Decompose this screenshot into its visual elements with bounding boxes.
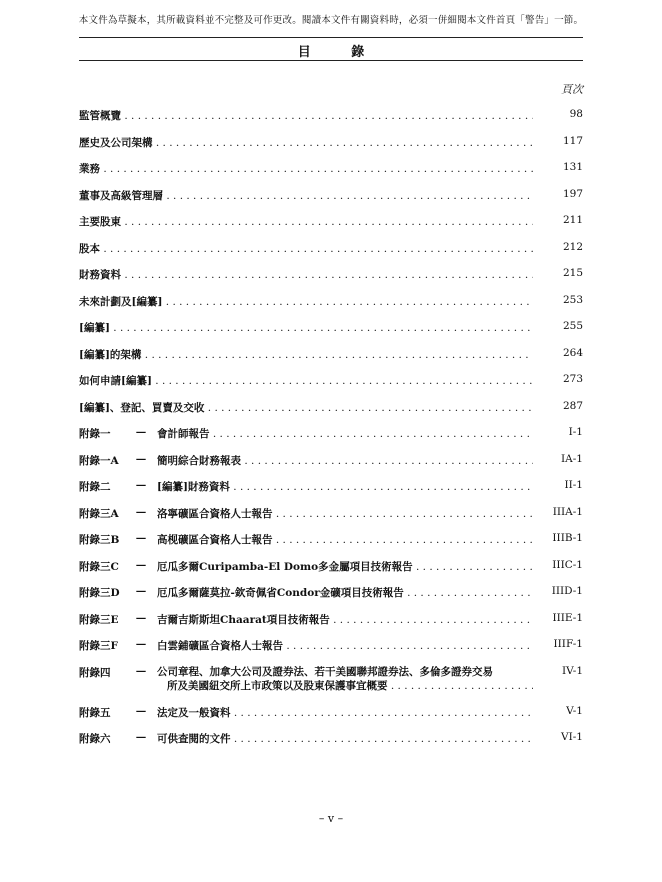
appendix-dash: — <box>135 532 147 544</box>
page-column-label: 頁次 <box>561 83 583 96</box>
appendix-label: 可供查閱的文件 . . . <box>157 731 533 746</box>
draft-warning-note: 本文件為草擬本，其所載資料並不完整及可作更改。閱讀本文件有關資料時，必須一併細閱本文件首頁「警告」一節。 <box>78 15 584 26</box>
appendix-id: 附錄三B <box>79 534 120 546</box>
appendix-label-line2-wrap <box>157 679 533 693</box>
toc-label: [編纂] . . . <box>79 320 533 335</box>
appendix-page-number: IV-1 <box>562 664 583 677</box>
toc-label: 未來計劃及[編纂] . . . <box>79 294 533 309</box>
appendix-row[interactable] <box>79 731 583 758</box>
toc-page-number: 117 <box>562 134 583 147</box>
toc-row[interactable] <box>79 188 583 215</box>
appendix-label: 厄瓜多爾Curipamba-El Domo多金屬項目技術報告 . . . <box>157 559 533 574</box>
appendix-dash: — <box>135 452 147 465</box>
toc-row[interactable] <box>79 214 583 241</box>
appendix-page-number: VI-1 <box>561 731 583 743</box>
appendix-page-number: IIIE-1 <box>552 611 583 624</box>
appendix-page-number: II-1 <box>564 479 583 491</box>
appendix-dash: — <box>135 704 147 717</box>
appendix-row[interactable] <box>79 559 583 586</box>
appendix-label: 吉爾吉斯斯坦Chaarat項目技術報告 . . . <box>157 612 533 627</box>
toc-row[interactable] <box>79 400 583 427</box>
toc-label: [編纂]的架構 . . . <box>79 347 533 362</box>
appendix-id: 附錄二 <box>79 481 111 493</box>
appendix-label: 白雲鋪礦區合資格人士報告 . . . <box>157 638 533 653</box>
appendix-page-number: IIIB-1 <box>552 532 583 544</box>
toc-row[interactable] <box>79 135 583 162</box>
toc-label: 董事及高級管理層 . . . <box>79 188 533 203</box>
appendix-id: 附錄三F <box>79 640 118 652</box>
appendix-id: 附錄五 <box>79 706 111 719</box>
toc-label: 業務 . . . <box>79 161 533 176</box>
appendix-label: 會計師報告 . . . <box>157 426 533 441</box>
appendix-page-number: I-1 <box>568 426 583 438</box>
appendix-dash: — <box>135 505 147 518</box>
appendix-dash: — <box>135 664 147 677</box>
appendix-label: [編纂]財務資料 . . . <box>157 479 533 494</box>
appendix-row[interactable] <box>79 426 583 453</box>
appendix-label: 高枧礦區合資格人士報告 . . . <box>157 532 533 547</box>
appendix-id: 附錄三C <box>79 560 119 573</box>
toc-row[interactable] <box>79 267 583 294</box>
appendix-row[interactable] <box>79 506 583 533</box>
toc-row[interactable] <box>79 161 583 188</box>
toc-page-number: 98 <box>569 108 583 120</box>
toc-page-number: 264 <box>562 346 583 359</box>
appendix-label: 簡明綜合財務報表 . . . <box>157 453 533 468</box>
appendix-id: 附錄三A <box>79 507 119 520</box>
appendix-page-number: IIID-1 <box>551 585 583 597</box>
toc-row[interactable] <box>79 108 583 135</box>
appendix-dash: — <box>135 731 147 743</box>
appendix-row[interactable] <box>79 705 583 732</box>
toc-page-number: 273 <box>562 373 583 385</box>
appendix-id: 附錄三D <box>79 587 120 599</box>
appendix-dash: — <box>135 558 147 571</box>
appendix-label-line1: 公司章程、加拿大公司及證券法、若干美國聯邦證券法、多倫多證券交易 <box>157 665 493 678</box>
appendix-id: 附錄四 <box>79 666 111 679</box>
appendix-dash: — <box>135 426 147 438</box>
appendix-row[interactable] <box>79 665 583 705</box>
appendix-dash: — <box>135 585 147 597</box>
toc-row[interactable] <box>79 347 583 374</box>
toc-row[interactable] <box>79 241 583 268</box>
appendix-label: 法定及一般資料 . . . <box>157 705 533 720</box>
toc-row[interactable] <box>79 373 583 400</box>
appendix-row[interactable] <box>79 479 583 506</box>
appendix-page-number: IIIC-1 <box>552 558 583 571</box>
appendix-id: 附錄六 <box>79 733 111 745</box>
toc-page-number: 215 <box>562 267 583 279</box>
toc-label: 股本 . . . <box>79 241 533 256</box>
appendix-page-number: IIIF-1 <box>553 638 583 650</box>
toc-page-number: 211 <box>562 214 583 226</box>
appendix-id: 附錄一A <box>79 454 119 467</box>
page-footer-number: – v – <box>318 812 344 825</box>
toc-page-number: 253 <box>562 293 583 306</box>
appendix-label: 洛寧礦區合資格人士報告 . . . <box>157 506 533 521</box>
appendix-label-multiline <box>157 665 533 693</box>
toc-page-number: 212 <box>562 240 583 253</box>
appendix-dash: — <box>135 638 147 650</box>
page-title: 目 錄 <box>297 45 383 60</box>
toc-label: 監管概覽 . . . <box>79 108 533 123</box>
toc-page-number: 131 <box>562 161 583 173</box>
title-top-rule <box>79 37 583 38</box>
toc-page-number: 287 <box>562 399 583 412</box>
title-bottom-rule <box>79 60 583 61</box>
appendix-row[interactable] <box>79 585 583 612</box>
appendix-id: 附錄一 <box>79 428 111 440</box>
toc-page-number: 197 <box>562 187 583 200</box>
appendix-row[interactable] <box>79 453 583 480</box>
toc-label: 如何申請[編纂] . . . <box>79 373 533 388</box>
toc-label: 財務資料 . . . <box>79 267 533 282</box>
appendix-row[interactable] <box>79 638 583 665</box>
appendix-row[interactable] <box>79 532 583 559</box>
appendix-row[interactable] <box>79 612 583 639</box>
toc-row[interactable] <box>79 294 583 321</box>
appendix-page-number: IIIA-1 <box>552 505 583 518</box>
toc-label: 主要股東 . . . <box>79 214 533 229</box>
appendix-page-number: V-1 <box>566 704 583 717</box>
toc-label: 歷史及公司架構 . . . <box>79 135 533 150</box>
appendix-dash: — <box>135 479 147 491</box>
toc-label: [編纂]、登記、買賣及交收 . . . <box>79 400 533 415</box>
appendix-id: 附錄三E <box>79 613 119 626</box>
toc-page-number: 255 <box>562 320 583 332</box>
appendix-page-number: IA-1 <box>561 452 583 465</box>
appendix-label: 厄瓜多爾薩莫拉-欽奇佩省Condor金礦項目技術報告 . . . <box>157 585 533 600</box>
appendix-label-line2: 所及美國紐交所上市政策以及股東保護事宜概要 <box>167 679 388 692</box>
appendix-dash: — <box>135 611 147 624</box>
toc-row[interactable] <box>79 320 583 347</box>
table-of-contents <box>79 108 583 758</box>
